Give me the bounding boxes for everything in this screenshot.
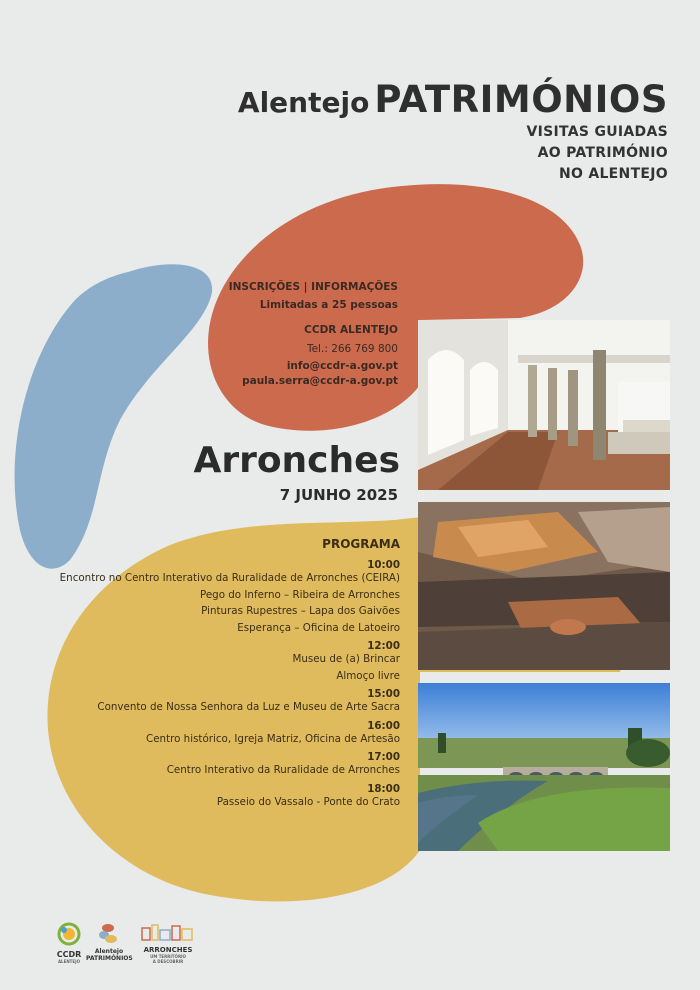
subtitle <box>526 122 668 185</box>
program <box>40 537 400 808</box>
arronches-logo-text: ARRONCHES <box>143 946 193 954</box>
title-patrimonios: PATRIMÓNIOS <box>374 78 668 121</box>
ccdr-logo-sub: ALENTEJO <box>57 959 81 964</box>
patrimonios-logo-text: PATRIMÓNIOS <box>86 955 133 962</box>
program-activity: Almoço livre <box>336 669 400 682</box>
program-activity: Museu de (a) Brincar <box>292 653 400 665</box>
program-time: 15:00 <box>367 688 400 700</box>
program-time: 17:00 <box>367 751 400 763</box>
program-time: 10:00 <box>367 559 400 571</box>
ccdr-logo-text: CCDR <box>56 950 82 959</box>
program-activity: Encontro no Centro Interativo da Ruralidade de Arronches (CEIRA) <box>59 572 400 584</box>
program-activity: Centro Interativo da Ruralidade de Arronches <box>166 764 400 776</box>
ccdr-logo <box>52 922 86 964</box>
event-town: Arronches <box>193 440 400 481</box>
info-org: CCDR ALENTEJO <box>304 324 398 336</box>
photo-rock-paintings <box>418 502 670 670</box>
arronches-logo-sub1: UM TERRITÓRIO <box>150 954 186 959</box>
info-email-1[interactable]: info@ccdr-a.gov.pt <box>286 360 398 372</box>
alentejo-patrimonios-logo <box>86 922 132 962</box>
alentejo-logo-text: Alentejo <box>94 948 124 955</box>
registration-info <box>229 280 398 389</box>
program-activity: Pinturas Rupestres – Lapa dos Gaivões <box>201 605 400 617</box>
blue-blob <box>15 264 213 568</box>
program-time: 12:00 <box>367 640 400 652</box>
photo-river-landscape <box>418 683 670 851</box>
program-heading: PROGRAMA <box>322 537 400 551</box>
poster-title <box>238 78 668 121</box>
program-activity: Centro histórico, Igreja Matriz, Oficina de Artesão <box>146 732 400 745</box>
photo-convent-cloister <box>418 320 670 490</box>
arronches-logo-sub2: A DESCOBRIR <box>152 959 184 964</box>
subtitle-line: NO ALENTEJO <box>558 166 668 182</box>
program-time: 18:00 <box>367 782 400 795</box>
subtitle-line: VISITAS GUIADAS <box>526 124 668 140</box>
program-activity: Passeio do Vassalo - Ponte do Crato <box>216 795 400 808</box>
info-heading: INSCRIÇÕES | INFORMAÇÕES <box>228 281 398 293</box>
program-activity: Pego do Inferno – Ribeira de Arronches <box>199 588 400 601</box>
program-time: 16:00 <box>367 719 400 732</box>
ccdr-logo-mark <box>52 922 86 946</box>
program-activity: Esperança – Oficina de Latoeiro <box>237 621 400 634</box>
info-limit: Limitadas a 25 pessoas <box>259 299 398 311</box>
arronches-logo <box>138 922 198 964</box>
subtitle-line: AO PATRIMÓNIO <box>537 145 668 161</box>
event-date: 7 JUNHO 2025 <box>279 486 398 504</box>
program-activity: Convento de Nossa Senhora da Luz e Museu de Arte Sacra <box>97 701 400 713</box>
title-alentejo: Alentejo <box>237 86 370 119</box>
alentejo-patrimonios-logo-mark <box>86 922 132 944</box>
arronches-logo-mark <box>138 922 198 942</box>
info-phone: Tel.: 266 769 800 <box>306 343 398 355</box>
info-email-2[interactable]: paula.serra@ccdr-a.gov.pt <box>242 375 398 387</box>
